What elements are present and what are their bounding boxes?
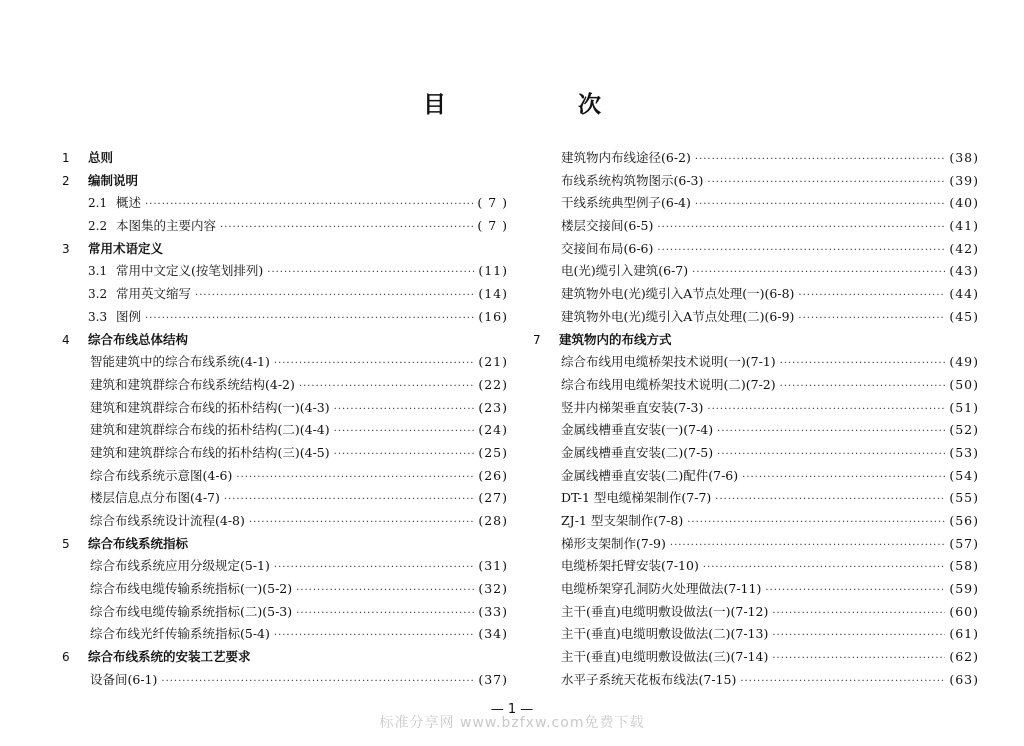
toc-entry: [62, 623, 508, 646]
toc-entry: [62, 601, 508, 624]
toc-page-ref: (26): [478, 467, 508, 483]
toc-page-ref: (41): [949, 218, 979, 234]
toc-leader-dots: [780, 376, 946, 399]
toc-entry-title: 楼层交接间(6-5): [561, 218, 654, 234]
toc-entry-number: 5: [62, 536, 70, 551]
toc-entry: [533, 283, 979, 306]
toc-leader-dots: [334, 399, 475, 422]
toc-page-ref: (40): [949, 195, 979, 211]
toc-entry-number: 2: [62, 173, 70, 188]
toc-page-ref: (27): [478, 490, 508, 506]
toc-leader-dots: [220, 217, 473, 240]
toc-entry: [533, 578, 979, 601]
toc-entry-title: 总则: [88, 150, 114, 165]
toc-page-ref: (61): [949, 626, 979, 642]
toc-leader-dots: [687, 512, 945, 535]
toc-leader-dots: [717, 421, 945, 444]
toc-entry-number: 2.2: [88, 219, 108, 234]
toc-entry: [62, 510, 508, 533]
toc-entry-title: 综合布线光纤传输系统指标(5-4): [90, 626, 270, 642]
toc-leader-dots: [236, 467, 474, 490]
toc-entry: [533, 397, 979, 420]
toc-entry-title: 常用中文定义(按笔划排列): [116, 263, 264, 279]
toc-leader-dots: [299, 376, 474, 399]
toc-entry-number: 7: [533, 332, 541, 347]
toc-page-ref: (24): [478, 422, 508, 438]
toc-page-ref: (50): [949, 376, 979, 392]
toc-page-ref: (52): [949, 422, 979, 438]
toc-entry-number: 3.3: [88, 309, 108, 324]
toc-entry-title: 建筑物内布线途径(6-2): [561, 150, 691, 165]
toc-leader-dots: [717, 444, 945, 467]
toc-leader-dots: [296, 603, 474, 626]
toc-page-ref: (32): [478, 581, 508, 597]
toc-entry-title: 建筑和建筑群综合布线的拓朴结构(三)(4-5): [90, 444, 330, 460]
toc-entry-title: 金属线槽垂直安装(一)(7-4): [561, 422, 714, 438]
toc-page-ref: (37): [478, 671, 508, 687]
toc-entry: [62, 578, 508, 601]
toc-entry-number: 6: [62, 650, 70, 665]
toc-entry-title: 竖井内梯架垂直安装(7-3): [561, 399, 704, 415]
toc-entry: [62, 374, 508, 397]
toc-left-column: [62, 147, 508, 692]
toc-entry: [62, 260, 508, 283]
toc-page-ref: (57): [949, 535, 979, 551]
toc-leader-dots: [695, 194, 945, 217]
toc-entry: [533, 646, 979, 669]
toc-entry: [533, 533, 979, 556]
toc-leader-dots: [145, 308, 474, 331]
toc-section-heading: [533, 329, 979, 352]
toc-entry-number: 3: [62, 241, 70, 256]
toc-entry: [533, 465, 979, 488]
toc-section-heading: [62, 646, 508, 669]
toc-entry-title: ZJ-1 型支架制作(7-8): [561, 513, 684, 528]
toc-leader-dots: [772, 603, 945, 626]
toc-entry-title: 建筑物外电(光)缆引入A节点处理(一)(6-8): [561, 286, 795, 302]
toc-page-ref: (39): [949, 172, 979, 188]
toc-entry-title: 电缆桥架穿孔洞防火处理做法(7-11): [561, 581, 762, 597]
toc-leader-dots: [707, 399, 945, 422]
toc-entry: [62, 351, 508, 374]
toc-section-heading: [62, 147, 508, 170]
toc-page-ref: (28): [478, 513, 508, 528]
toc-entry: [533, 623, 979, 646]
toc-leader-dots: [657, 217, 945, 240]
toc-section-heading: [62, 329, 508, 352]
toc-entry-number: 2.1: [88, 196, 108, 211]
toc-entry-title: 综合布线用电缆桥架技术说明(一)(7-1): [561, 354, 776, 370]
toc-entry-title: 综合布线电缆传输系统指标(一)(5-2): [90, 581, 293, 597]
toc-entry: [533, 215, 979, 238]
toc-entry-title: 水平子系统天花板布线法(7-15): [561, 671, 737, 687]
toc-leader-dots: [715, 489, 945, 512]
toc-entry-title: 概述: [116, 195, 142, 211]
toc-entry: [533, 669, 979, 692]
toc-page-ref: (16): [478, 308, 508, 324]
toc-leader-dots: [772, 625, 945, 648]
toc-entry: [62, 555, 508, 578]
toc-entry-title: 综合布线电缆传输系统指标(二)(5-3): [90, 603, 293, 619]
toc-entry-title: 常用术语定义: [88, 240, 164, 256]
toc-leader-dots: [334, 421, 475, 444]
toc-entry-title: 主干(垂直)电缆明敷设做法(一)(7-12): [561, 603, 769, 619]
toc-page-ref: (51): [949, 399, 979, 415]
toc-entry-title: 电(光)缆引入建筑(6-7): [561, 263, 689, 279]
toc-entry-title: 金属线槽垂直安装(二)(7-5): [561, 444, 714, 460]
toc-entry: [533, 442, 979, 465]
toc-entry-title: 布线系统构筑物图示(6-3): [561, 172, 704, 188]
toc-leader-dots: [707, 172, 945, 195]
toc-entry: [533, 192, 979, 215]
toc-entry: [533, 374, 979, 397]
toc-entry: [533, 260, 979, 283]
toc-entry: [62, 487, 508, 510]
toc-entry: [533, 510, 979, 533]
toc-page-ref: (44): [949, 286, 979, 302]
toc-entry: [62, 442, 508, 465]
toc-page-ref: (54): [949, 467, 979, 483]
toc-page-ref: (53): [949, 444, 979, 460]
toc-entry: [62, 215, 508, 238]
toc-page-ref: (45): [949, 308, 979, 324]
toc-page-ref: (11): [478, 263, 508, 279]
toc-entry-title: 楼层信息点分布图(4-7): [90, 490, 220, 506]
page-number: — 1 —: [490, 702, 534, 717]
toc-entry-title: 综合布线系统应用分级规定(5-1): [90, 558, 270, 574]
toc-entry: [533, 238, 979, 261]
toc-leader-dots: [798, 285, 945, 308]
toc-page-ref: (43): [949, 263, 979, 279]
toc-page-ref: (58): [949, 558, 979, 574]
toc-entry-title: 梯形支架制作(7-9): [561, 535, 666, 551]
toc-leader-dots: [703, 557, 945, 580]
toc-page-ref: (60): [949, 603, 979, 619]
toc-leader-dots: [765, 580, 945, 603]
toc-section-heading: [62, 533, 508, 556]
toc-entry-number: 3.1: [88, 264, 108, 279]
toc-page-ref: ( 7 ): [477, 218, 508, 234]
toc-leader-dots: [224, 489, 474, 512]
toc-entry-number: 3.2: [88, 287, 108, 302]
toc-entry-title: 智能建筑中的综合布线系统(4-1): [90, 354, 270, 370]
toc-leader-dots: [692, 262, 945, 285]
toc-entry-title: 综合布线总体结构: [88, 331, 189, 347]
toc-entry: [62, 669, 508, 692]
toc-entry-title: 综合布线系统的安装工艺要求: [88, 649, 251, 665]
toc-entry: [62, 419, 508, 442]
toc-entry: [533, 555, 979, 578]
toc-leader-dots: [742, 467, 945, 490]
toc-entry-title: 综合布线系统指标: [88, 535, 189, 551]
toc-leader-dots: [274, 557, 474, 580]
toc-entry-title: 综合布线用电缆桥架技术说明(二)(7-2): [561, 376, 776, 392]
toc-entry: [62, 397, 508, 420]
toc-leader-dots: [695, 149, 945, 172]
toc-entry-title: 建筑和建筑群综合布线的拓朴结构(二)(4-4): [90, 422, 330, 438]
toc-entry: [533, 419, 979, 442]
toc-entry-title: DT-1 型电缆梯架制作(7-7): [561, 490, 712, 506]
toc-leader-dots: [772, 648, 945, 671]
toc-entry-title: 常用英文缩写: [116, 286, 192, 302]
toc-entry-title: 干线系统典型例子(6-4): [561, 195, 691, 211]
toc-entry-title: 主干(垂直)电缆明敷设做法(三)(7-14): [561, 649, 769, 665]
toc-entry: [533, 487, 979, 510]
toc-entry: [62, 283, 508, 306]
toc-page-ref: (63): [949, 671, 979, 687]
toc-leader-dots: [798, 308, 945, 331]
watermark: 标准分享网 www.bzfxw.com免费下载: [379, 715, 645, 731]
toc-page-ref: (22): [478, 376, 508, 392]
toc-page-ref: (56): [949, 513, 979, 528]
toc-leader-dots: [334, 444, 475, 467]
toc-leader-dots: [195, 285, 474, 308]
toc-page-ref: ( 7 ): [477, 195, 508, 211]
toc-leader-dots: [274, 625, 474, 648]
toc-page-ref: (42): [949, 240, 979, 256]
toc-leader-dots: [161, 671, 474, 694]
toc-section-heading: [62, 170, 508, 193]
toc-page-ref: (31): [478, 558, 508, 574]
toc-page-ref: (14): [478, 286, 508, 302]
toc-entry-title: 设备间(6-1): [90, 671, 158, 687]
toc-entry-title: 建筑和建筑群综合布线的拓朴结构(一)(4-3): [90, 399, 330, 415]
toc-leader-dots: [780, 353, 946, 376]
toc-entry-number: 4: [62, 332, 70, 347]
toc-entry-title: 建筑物外电(光)缆引入A节点处理(二)(6-9): [561, 308, 795, 324]
toc-entry-title: 图例: [116, 308, 142, 324]
toc-entry-title: 综合布线系统示意图(4-6): [90, 467, 233, 483]
toc-page-ref: (62): [949, 649, 979, 665]
toc-entry: [533, 306, 979, 329]
toc-leader-dots: [249, 512, 474, 535]
toc-entry-title: 建筑和建筑群综合布线系统结构(4-2): [90, 376, 295, 392]
toc-entry: [62, 306, 508, 329]
toc-entry: [62, 192, 508, 215]
toc-entry-title: 交接间布局(6-6): [561, 240, 654, 256]
toc-entry-title: 建筑物内的布线方式: [559, 331, 672, 347]
toc-entry-title: 主干(垂直)电缆明敷设做法(二)(7-13): [561, 626, 769, 642]
toc-page-ref: (34): [478, 626, 508, 642]
toc-leader-dots: [145, 194, 473, 217]
toc-page-ref: (38): [949, 150, 979, 165]
toc-leader-dots: [267, 262, 474, 285]
toc-entry-title: 本图集的主要内容: [116, 218, 217, 234]
toc-entry-title: 电缆桥架托臂安装(7-10): [561, 558, 699, 574]
page-title: 目 次: [422, 92, 663, 118]
toc-entry: [62, 465, 508, 488]
toc-leader-dots: [657, 240, 945, 263]
toc-page-ref: (55): [949, 490, 979, 506]
toc-page-ref: (23): [478, 399, 508, 415]
toc-entry: [533, 147, 979, 170]
toc-section-heading: [62, 238, 508, 261]
toc-entry: [533, 351, 979, 374]
toc-entry: [533, 601, 979, 624]
toc-entry-number: 1: [62, 151, 70, 165]
toc-leader-dots: [740, 671, 945, 694]
toc-right-column: [533, 147, 979, 692]
toc-page-ref: (21): [478, 354, 508, 370]
toc-leader-dots: [670, 535, 945, 558]
toc-leader-dots: [274, 353, 474, 376]
toc-entry-title: 综合布线系统设计流程(4-8): [90, 513, 245, 528]
toc-entry-title: 金属线槽垂直安装(二)配件(7-6): [561, 467, 739, 483]
toc-page-ref: (33): [478, 603, 508, 619]
toc-leader-dots: [296, 580, 474, 603]
toc-page-ref: (49): [949, 354, 979, 370]
toc-entry-title: 编制说明: [88, 172, 139, 188]
toc-entry: [533, 170, 979, 193]
toc-page-ref: (59): [949, 581, 979, 597]
toc-page-ref: (25): [478, 444, 508, 460]
